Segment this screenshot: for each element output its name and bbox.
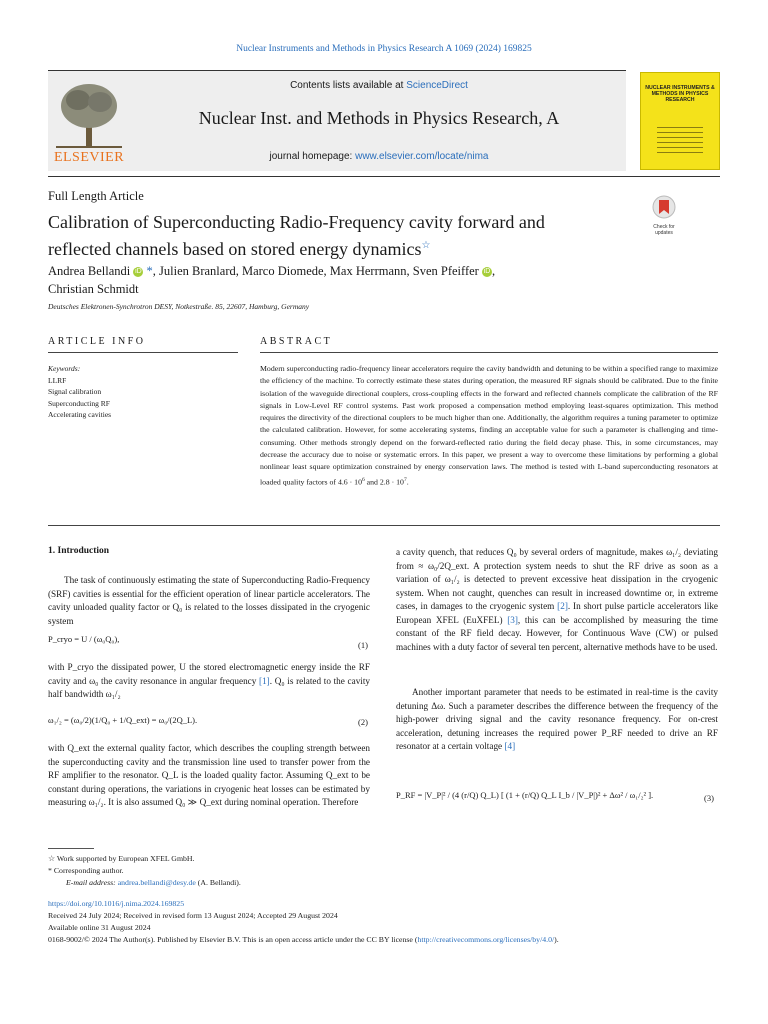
abstract-exponent: 6: [361, 476, 365, 483]
homepage-link[interactable]: www.elsevier.com/locate/nima: [355, 151, 489, 162]
citation-2[interactable]: [2]: [557, 601, 568, 611]
intro-paragraph-3: with Q_ext the external quality factor, which describes the coupling strength between the superconducting cavity and the transmission line used to transfer power from the RF amplifier to the resonator. Q_L is the loaded quality factor. Assuming Q_ext to be constant during operations, the variations in cryogenic heat losses can be estimated by measuring ω₁/₂. It is also assumed Q₀ ≫ Q_ext during nominal operation. Therefore: [48, 743, 370, 807]
check-for-updates-badge[interactable]: [644, 195, 684, 236]
star-icon: ☆: [48, 854, 57, 863]
citation-3[interactable]: [3]: [507, 614, 518, 625]
bookmark-icon: [644, 195, 684, 219]
abstract-text: [260, 363, 718, 489]
cover-decoration: [657, 123, 703, 157]
journal-title: Nuclear Inst. and Methods in Physics Research, A: [198, 108, 560, 128]
equation-3-number: (3): [704, 793, 714, 803]
keyword-item: Superconducting RF: [48, 398, 110, 408]
intro-paragraph-2-end: . Q₀ is related to the cavity half bandwidth ω₁/₂: [48, 675, 370, 699]
affiliation: Deutsches Elektronen-Synchrotron DESY, Notkestraße. 85, 22607, Hamburg, Germany: [48, 302, 310, 311]
publication-info: [48, 898, 559, 946]
author-schmidt: Christian Schmidt: [48, 282, 139, 296]
abstract-exponent: 7: [403, 476, 407, 483]
available-online: Available online 31 August 2024: [48, 923, 151, 932]
equation-2: ω₁/₂ = (ω₀/2)(1/Q₀ + 1/Q_ext) = ω₀/(2Q_L).: [48, 715, 198, 725]
abstract-body: Modern superconducting radio-frequency linear accelerators require the cavity bandwidth and detuning to be within a specified range to maximize the efficiency of the machine. To correctly estimate these states during operation, the measured RF signals should be calibrated. Due to the finite isolation of the waveguide directional couplers, cross-coupling effects in the forward and reflected channels complicate the calibration of the RF signals in Low-Level RF control systems. Past work proposed a compensation method employing least-squares optimization. This method requires the directivity of the directional couplers to be much higher than one. Additionally, the algorithm requires a tuning parameter to optimize the calculated calibration. However, for some accelerating systems, finding an acceptable value for such a parameter is challenging and time-consuming. Other methods strongly depend on the forward-reflected ratio during the field decay phase. This, in some circumstances, may decrease the accuracy due to noise or systematic errors. In this paper, we present a way to overcome these limitations by performing a global nonlinear least square optimization constrained by energy conservation laws. The method is tested with L-band superconducting resonators at loaded quality factors of 4.6 · 10: [260, 364, 718, 487]
check-updates-label: Check for updates: [653, 224, 675, 236]
homepage-line: [140, 151, 618, 162]
publisher-name: ELSEVIER: [53, 150, 125, 165]
homepage-prefix: journal homepage:: [269, 151, 356, 162]
elsevier-logo[interactable]: [50, 76, 128, 166]
doi-link[interactable]: https://doi.org/10.1016/j.nima.2024.169825: [48, 899, 185, 908]
right-paragraph-1-end: , this can be accomplished by measuring the time constant of the RF field decay. However, for Continuous Wave (CW) or pulsed machines with a duty factor of several ten percent, alternative methods have to be used.: [396, 614, 718, 652]
footnotes: [48, 853, 241, 889]
citation-4[interactable]: [4]: [504, 741, 516, 751]
section-heading-introduction: 1. Introduction: [48, 546, 110, 556]
cover-title: NUCLEAR INSTRUMENTS & METHODS IN PHYSICS RESEARCH: [645, 85, 715, 103]
orcid-icon[interactable]: iD: [135, 268, 142, 275]
keyword-item: Accelerating cavities: [48, 410, 112, 419]
sciencedirect-link[interactable]: ScienceDirect: [406, 80, 468, 91]
journal-cover[interactable]: [640, 72, 720, 170]
article-type: Full Length Article: [48, 189, 144, 203]
keyword-item: LLRF: [48, 375, 67, 385]
abstract-body-mid: and 2.8 · 10: [364, 477, 404, 487]
keywords-block: [48, 363, 111, 421]
author-bellandi[interactable]: Andrea Bellandi: [48, 264, 131, 278]
intro-paragraph-2: [48, 661, 370, 702]
equation-3: P_RF = |V_P|² / (4 (r/Q) Q_L) [ (1 + (r/Q) Q_L I_b / |V_P|)² + Δω² / ω₁/₂² ].: [396, 790, 654, 800]
abstract-divider: [260, 352, 718, 353]
email-link[interactable]: andrea.bellandi@desy.de: [117, 878, 196, 887]
corresponding-mark[interactable]: *: [143, 264, 153, 278]
citation-1[interactable]: [1]: [259, 675, 270, 686]
footnote-divider: [48, 848, 94, 849]
equation-1: P_cryo = U / (ω₀Q₀),: [48, 634, 120, 644]
title-line-2: reflected channels based on stored energy dynamics: [48, 239, 422, 259]
right-paragraph-2: [396, 686, 718, 754]
intro-paragraph-1: The task of continuously estimating the state of Superconducting Radio-Frequency (SRF) cavities is essential for the efficient operation of linear particle accelerators. The cavity unloaded quality factor or Q₀ is related to the losses dissipated in the cryogenic system: [48, 575, 370, 626]
right-paragraph-2-text: Another important parameter that needs to be estimated in real-time is the cavity detuning Δω. Such a parameter describes the difference between the frequency of the high-power driving signal and the cavity resonance frequency. For on-crest acceleration, detuning increases the required power P_RF needed to drive an RF resonator at a certain voltage: [396, 687, 718, 751]
contents-prefix: Contents lists available at: [290, 80, 407, 91]
footnote-funding: Work supported by European XFEL GmbH.: [56, 854, 195, 863]
equation-1-number: (1): [358, 640, 368, 650]
header-divider: [48, 176, 720, 177]
authors-middle: , Julien Branlard, Marco Diomede, Max Herrmann, Sven Pfeiffer: [152, 264, 479, 278]
intro-paragraph-2-text: with P_cryo the dissipated power, U the stored electromagnetic energy inside the RF cavity and ω₀ the cavity resonance in angular frequency: [48, 662, 370, 686]
contents-line: [140, 80, 618, 91]
email-owner: (A. Bellandi).: [195, 878, 241, 887]
right-paragraph-1-text: a cavity quench, that reduces Q₀ by several orders of magnitude, makes ω₁/₂ deviating from ≈ ω₀/2Q_ext. A protection system needs to shut the RF drive as soon as a variation of ω₁/₂ is detected to prevent excessive heat dissipation in the cryogenic system. When not caught, quenches can result in increased downtime or, in extreme cases, in damages to the cryogenic system: [396, 547, 718, 611]
abstract-heading: ABSTRACT: [260, 336, 333, 347]
journal-reference[interactable]: Nuclear Instruments and Methods in Physics Research A 1069 (2024) 169825: [236, 44, 532, 54]
right-paragraph-1-mid: . In short pulse particle accelerators like European XFEL (EuXFEL): [396, 601, 718, 625]
author-list: [48, 262, 668, 298]
equation-2-number: (2): [358, 717, 368, 727]
article-title: [48, 210, 608, 261]
keywords-label: Keywords:: [48, 364, 81, 373]
footnote-corresponding: Corresponding author.: [53, 866, 124, 875]
article-info-divider: [48, 352, 238, 353]
orcid-icon[interactable]: iD: [483, 268, 491, 275]
title-footnote-mark[interactable]: ☆: [421, 240, 431, 251]
asterisk-icon: *: [48, 866, 54, 875]
license-text: 0168-9002/© 2024 The Author(s). Published by Elsevier B.V. This is an open access article under the CC BY license (: [48, 935, 418, 944]
authors-end: ,: [491, 264, 496, 278]
keyword-item: Signal calibration: [48, 387, 102, 396]
article-info-heading: ARTICLE INFO: [48, 336, 146, 347]
email-label: E-mail address:: [66, 878, 118, 887]
received-dates: Received 24 July 2024; Received in revised form 13 August 2024; Accepted 29 August 2024: [48, 911, 338, 920]
license-end: ).: [554, 935, 559, 944]
abstract-bottom-rule: [48, 525, 720, 526]
title-line-1: Calibration of Superconducting Radio-Frequency cavity forward and: [48, 212, 545, 232]
license-link[interactable]: http://creativecommons.org/licenses/by/4.0/: [417, 935, 555, 944]
right-paragraph-1: [396, 546, 718, 654]
abstract-body-end: .: [406, 477, 409, 487]
